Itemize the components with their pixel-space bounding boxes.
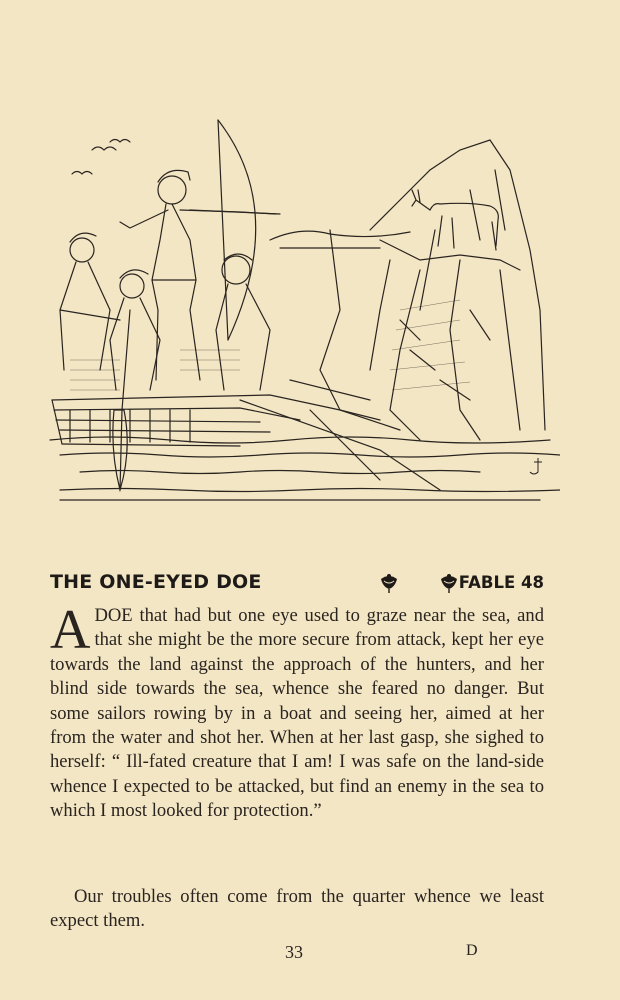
fleuron-ornament-icon [438,573,460,593]
fable-number: FABLE 48 [458,573,544,592]
page-number: 33 [285,942,303,962]
signature-mark: D [466,942,478,959]
drop-cap: A [50,599,91,661]
story-text: DOE that had but one eye used to graze near the sea, and that she might be the more secure from attack, kept her eye towards the land against the approach of the hunters, and her blind side towards the sea, whence she feared no danger. But some sailors rowing by in a boat and seeing her, aimed at her from the water and shot her. When at her last gasp, she sighed to herself: “ Ill-fated creature that I am! I was safe on the land-side whence I expected to be attacked, but find an enemy in the sea to which I most looked for protection.” [50,605,544,822]
fable-illustration [40,110,560,510]
fable-heading [50,571,544,601]
fable-story [50,599,544,824]
engraving-archer-boat-doe [40,110,560,510]
fable-title: THE ONE-EYED DOE [50,571,262,593]
engraver-monogram [530,458,542,474]
fleuron-ornament-icon [378,573,400,593]
fable-moral: Our troubles often come from the quarter whence we least expect them. [50,886,544,932]
